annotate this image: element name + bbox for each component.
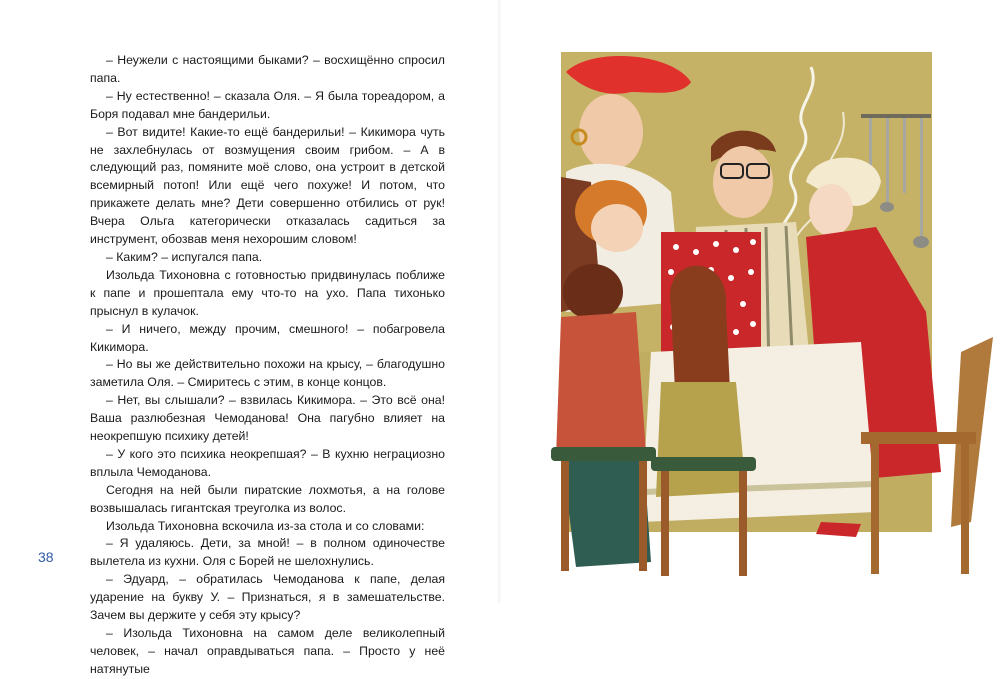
stool-seat — [651, 457, 756, 471]
wooden-chair-seat — [861, 432, 976, 444]
long-hair-girl-dress — [656, 382, 746, 497]
stool-leg — [561, 461, 569, 571]
boy-hair — [563, 264, 623, 320]
utensil — [886, 118, 889, 203]
paragraph: – И ничего, между прочим, смешного! – побагровела Кикимора. — [90, 321, 445, 354]
paragraph: – Ну естественно! – сказала Оля. – Я была тореадором, а Боря подавал мне бандерильи. — [90, 88, 445, 121]
kitchen-scene-illustration — [531, 52, 1000, 582]
boy-shirt — [556, 312, 646, 457]
text-column — [90, 52, 445, 679]
kikimora-face — [579, 94, 643, 170]
ladle-icon — [880, 202, 894, 212]
book-gutter — [498, 0, 502, 603]
paragraph: Сегодня на ней были пиратские лохмотья, а на голове возвышалась гигантская треуголка из волос. — [90, 482, 445, 515]
ladle-icon — [913, 236, 929, 248]
page-number: 38 — [38, 549, 54, 565]
paragraph: Изольда Тихоновна с готовностью придвинулась поближе к папе и прошептала ему что-то на ухо. Папа тихонько прыснул в кулачок. — [90, 267, 445, 318]
paragraph: Изольда Тихоновна вскочила из-за стола и со словами: — [106, 518, 425, 533]
paragraph: – Я удаляюсь. Дети, за мной! – в полном одиночестве вылетела из кухни. Оля с Борей не шелохнулись. — [90, 536, 445, 569]
paragraph: – Неужели с настоящими быками? – восхищённо спросил папа. — [90, 53, 445, 85]
paragraph: – У кого это психика неокрепшая? – В кухню неграциозно вплыла Чемоданова. — [90, 446, 445, 479]
papa-face — [713, 146, 773, 218]
stool-leg — [739, 471, 747, 576]
utensil — [903, 118, 906, 193]
girl-face — [591, 204, 643, 252]
stool-leg — [661, 471, 669, 576]
paragraph: – Эдуард, – обратилась Чемоданова к папе, делая ударение на букву У. – Признаться, я в замешательстве. Зачем вы держите у себя эту крысу? — [90, 572, 445, 623]
paragraph: – Изольда Тихоновна на самом деле великолепный человек, – начал оправдываться папа. – Просто у неё натянутые — [90, 626, 445, 676]
boy-trousers — [561, 447, 651, 567]
paragraph: – Каким? – испугался папа. — [106, 249, 263, 264]
wooden-chair-leg — [961, 444, 969, 574]
paragraph: – Вот видите! Какие-то ещё бандерильи! – Кикимора чуть не захлебнулась от возмущения своим грибом. – А в следующий раз, помяните моё слово, она устроит в детской всемирный потоп! Или ещё чего похуже! И потом, что прикажете делать мне? Дети совершенно отбились от рук! Вчера Ольга категорически отказалась садиться за инструмент, обозвав меня нехорошим словом! — [90, 124, 445, 247]
paragraph: – Но вы же действительно похожи на крысу, – благодушно заметила Оля. – Смиритесь с этим, в конце концов. — [90, 357, 445, 390]
paragraph: – Нет, вы слышали? – взвилась Кикимора. – Это всё она! Ваша разлюбезная Чемоданова! Она пагубно влияет на неокрепшую психику детей! — [90, 393, 445, 444]
red-shoe — [816, 522, 861, 537]
utensil — [920, 118, 923, 238]
stool-leg — [639, 461, 647, 571]
stool-seat — [551, 447, 656, 461]
chemodanova-face — [809, 184, 853, 236]
wooden-chair-leg — [871, 444, 879, 574]
utensil-rail — [861, 114, 931, 118]
